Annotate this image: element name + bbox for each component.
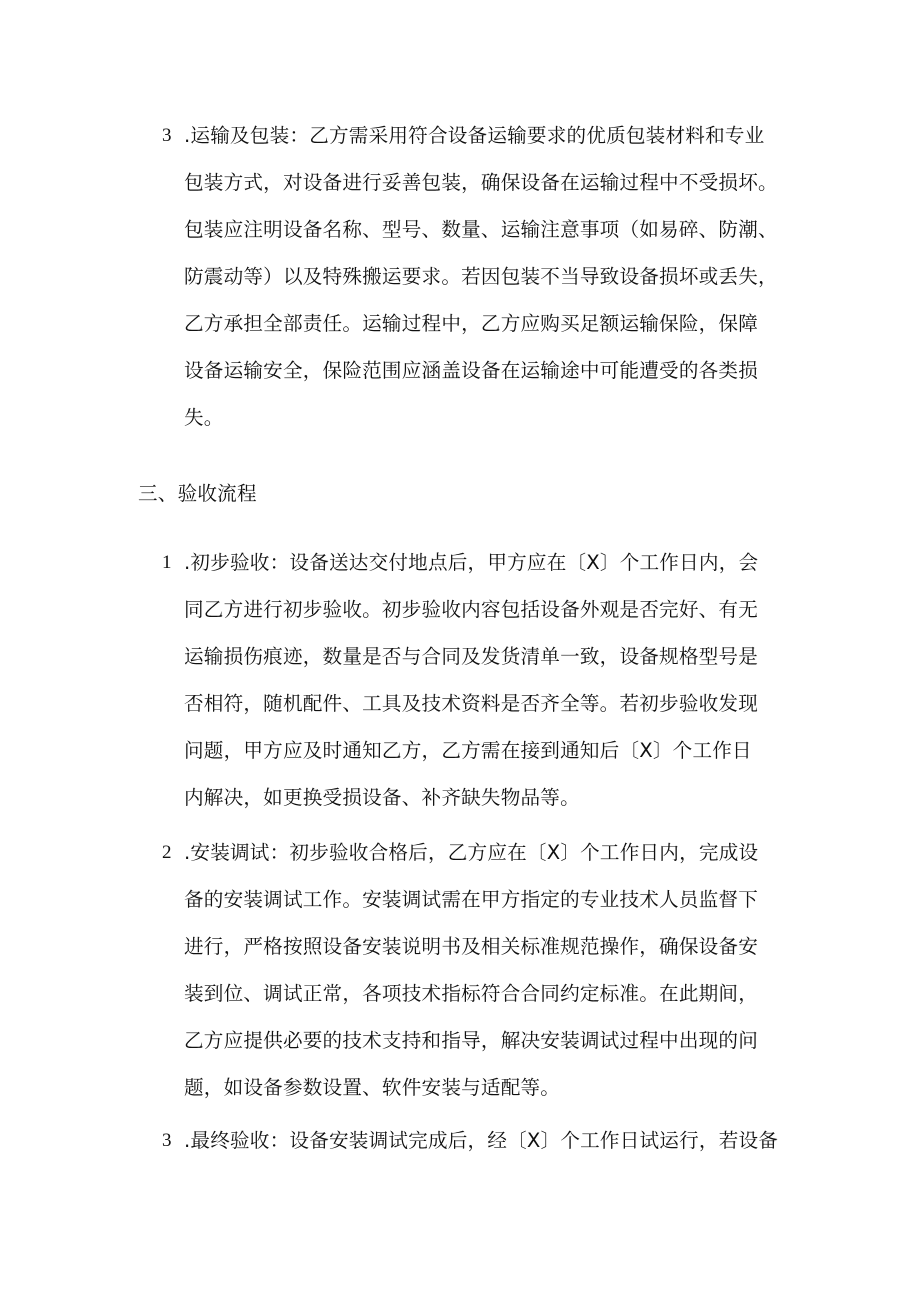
clause-number: 3 [162,1130,172,1151]
clause-number: 2 [162,842,172,863]
clause-text: .最终验收：设备安装调试完成后，经〔X〕个工作日试运行，若设备 [184,1129,779,1152]
clause-number: 3 [162,125,172,146]
clause-number: 1 [162,552,172,573]
clause-text: .安装调试：初步验收合格后，乙方应在〔X〕个工作日内，完成设 备的安装调试工作。安装调试需在甲方指定的专业技术人员监督下 进行，严格按照设备安装说明书及相关标准规范操作，确保设备安 装到位、调试正常，各项技术指标符合合同约定标准。在此期间， 乙方应提供必要的技术支持和指导，解决安装调试过程中出现的问 题，如设备参数设置、软件安装与适配等。 [184,841,759,1099]
clause-text: .初步验收：设备送达交付地点后，甲方应在〔X〕个工作日内，会 同乙方进行初步验收。初步验收内容包括设备外观是否完好、有无 运输损伤痕迹，数量是否与合同及发货清单一致，设备规格型号是 否相符，随机配件、工具及技术资料是否齐全等。若初步验收发现 问题，甲方应及时通知乙方，乙方需在接到通知后〔X〕个工作日 内解决，如更换受损设备、补齐缺失物品等。 [184,551,759,809]
section-heading-acceptance: 三、验收流程 [138,482,257,505]
clause-text: .运输及包装：乙方需采用符合设备运输要求的优质包装材料和专业 包装方式，对设备进行妥善包装，确保设备在运输过程中不受损坏。 包装应注明设备名称、型号、数量、运输注意事项（如易碎、防潮、 防震动等）以及特殊搬运要求。若因包装不当导致设备损坏或丢失， 乙方承担全部责任。运输过程中，乙方应购买足额运输保险，保障 设备运输安全，保险范围应涵盖设备在运输途中可能遭受的各类损 失。 [184,124,778,429]
